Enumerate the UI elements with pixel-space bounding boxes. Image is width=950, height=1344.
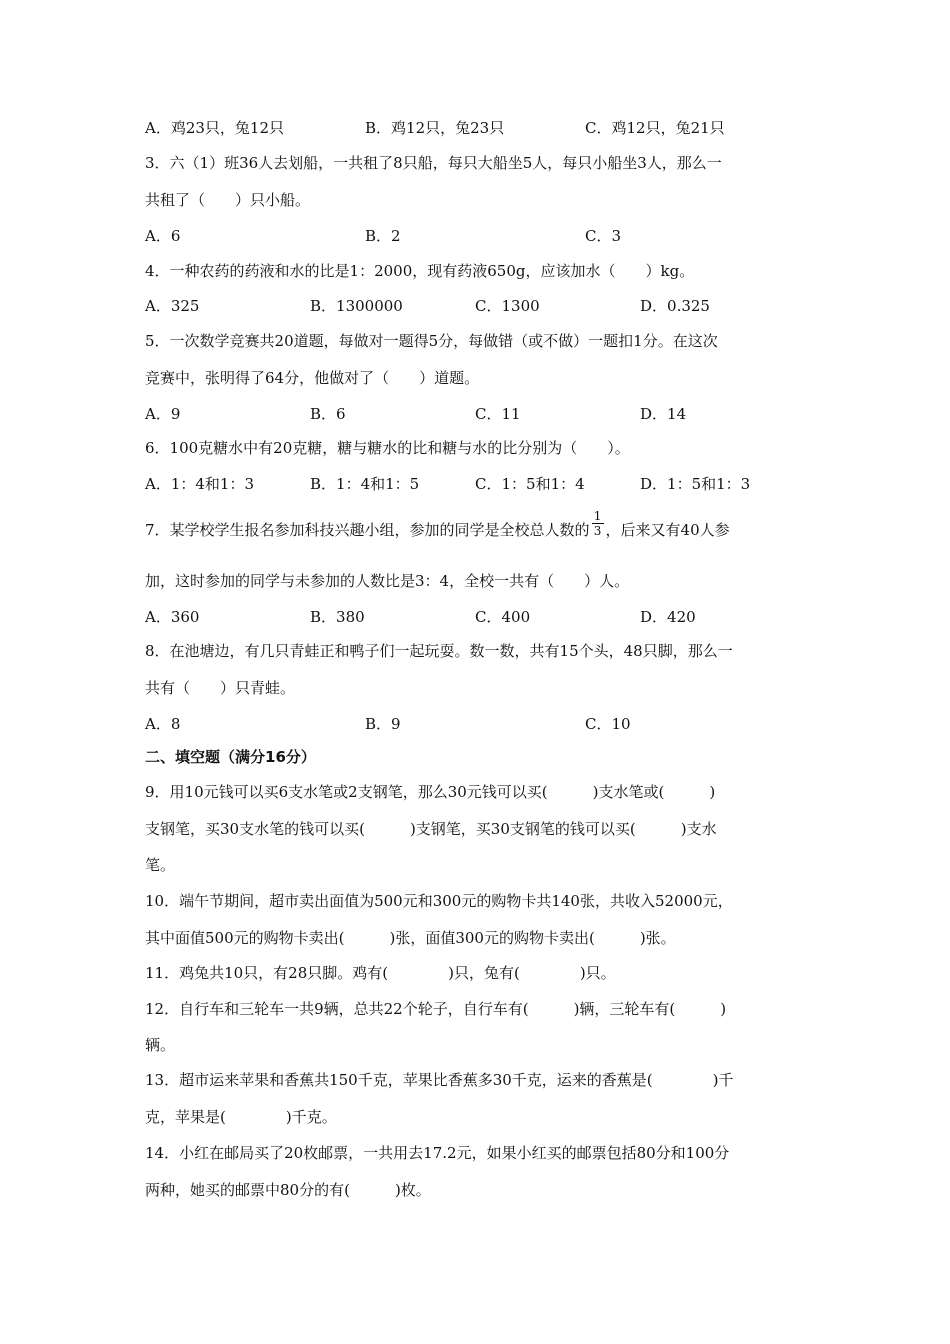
q9-text-line2: 支钢笔，买30支水笔的钱可以买( )支钢笔，买30支钢笔的钱可以买( )支水 <box>145 820 717 838</box>
q11-text-line1: 11．鸡兔共10只，有28只脚。鸡有( )只，兔有( )只。 <box>145 964 616 982</box>
q3-options <box>145 226 805 246</box>
q8-options <box>145 714 805 734</box>
q6-option-d: D．1：5和1：3 <box>640 475 751 493</box>
q7-fraction-denominator: 3 <box>593 524 602 538</box>
q3-option-b: B．2 <box>365 227 401 245</box>
q8-option-a: A．8 <box>145 715 181 733</box>
q7-options <box>145 607 805 627</box>
q6-text-line1: 6．100克糖水中有20克糖，糖与糖水的比和糖与水的比分别为（ ）。 <box>145 439 630 457</box>
q2-option-a: A．鸡23只，兔12只 <box>145 119 285 137</box>
q7-text-part-b: ，后来又有40人参 <box>605 521 730 539</box>
q9-text-line3: 笔。 <box>145 856 176 874</box>
q2-option-b: B．鸡12只，兔23只 <box>365 119 505 137</box>
q7-fraction <box>592 509 604 538</box>
section-heading: 二、填空题（满分16分） <box>145 748 316 766</box>
q7-text-line1 <box>145 509 730 540</box>
q7-fraction-numerator: 1 <box>592 509 604 524</box>
q7-fraction-slot <box>590 509 606 540</box>
q2-options <box>145 118 805 138</box>
q7-option-d: D．420 <box>640 608 696 626</box>
q6-option-c: C．1：5和1：4 <box>475 475 585 493</box>
q4-option-c: C．1300 <box>475 297 540 315</box>
q13-text-line2: 克，苹果是( )千克。 <box>145 1108 337 1126</box>
q7-text-part-a: 7．某学校学生报名参加科技兴趣小组，参加的同学是全校总人数的 <box>145 521 590 539</box>
q3-text-line1: 3．六（1）班36人去划船，一共租了8只船，每只大船坐5人，每只小船坐3人，那么一 <box>145 154 722 172</box>
q8-option-c: C．10 <box>585 715 631 733</box>
q5-option-d: D．14 <box>640 405 687 423</box>
q14-text-line2: 两种，她买的邮票中80分的有( )枚。 <box>145 1181 431 1199</box>
q2-option-c: C．鸡12只，兔21只 <box>585 119 725 137</box>
q3-option-c: C．3 <box>585 227 622 245</box>
q7-option-a: A．360 <box>145 608 200 626</box>
q10-text-line1: 10．端午节期间，超市卖出面值为500元和300元的购物卡共140张，共收入52000元， <box>145 892 733 910</box>
q8-option-b: B．9 <box>365 715 401 733</box>
q8-text-line2: 共有（ ）只青蛙。 <box>145 679 296 697</box>
q12-text-line2: 辆。 <box>145 1036 176 1054</box>
q14-text-line1: 14．小红在邮局买了20枚邮票，一共用去17.2元，如果小红买的邮票包括80分和100分 <box>145 1144 730 1162</box>
q7-option-c: C．400 <box>475 608 531 626</box>
q9-text-line1: 9．用10元钱可以买6支水笔或2支钢笔，那么30元钱可以买( )支水笔或( ) <box>145 783 716 801</box>
q4-text-line1: 4．一种农药的药液和水的比是1：2000，现有药液650g，应该加水（ ）kg。 <box>145 262 695 280</box>
q4-option-a: A．325 <box>145 297 200 315</box>
q8-text-line1: 8．在池塘边，有几只青蛙正和鸭子们一起玩耍。数一数，共有15个头，48只脚，那么一 <box>145 642 733 660</box>
q3-text-line2: 共租了（ ）只小船。 <box>145 191 311 209</box>
q4-option-d: D．0.325 <box>640 297 710 315</box>
q5-text-line2: 竞赛中，张明得了64分，他做对了（ ）道题。 <box>145 369 480 387</box>
q4-options <box>145 296 805 316</box>
q12-text-line1: 12．自行车和三轮车一共9辆，总共22个轮子，自行车有( )辆，三轮车有( ) <box>145 1000 727 1018</box>
q4-option-b: B．1300000 <box>310 297 403 315</box>
q13-text-line1: 13．超市运来苹果和香蕉共150千克，苹果比香蕉多30千克，运来的香蕉是( )千 <box>145 1071 734 1089</box>
q3-option-a: A．6 <box>145 227 181 245</box>
q7-option-b: B．380 <box>310 608 365 626</box>
q6-options <box>145 474 805 494</box>
q5-text-line1: 5．一次数学竞赛共20道题，每做对一题得5分，每做错（或不做）一题扣1分。在这次 <box>145 332 718 350</box>
q5-option-a: A．9 <box>145 405 181 423</box>
q5-options <box>145 404 805 424</box>
q6-option-a: A．1：4和1：3 <box>145 475 255 493</box>
q10-text-line2: 其中面值500元的购物卡卖出( )张，面值300元的购物卡卖出( )张。 <box>145 929 676 947</box>
q7-text-line2: 加，这时参加的同学与未参加的人数比是3：4，全校一共有（ ）人。 <box>145 572 630 590</box>
q6-option-b: B．1：4和1：5 <box>310 475 420 493</box>
q5-option-b: B．6 <box>310 405 346 423</box>
q5-option-c: C．11 <box>475 405 521 423</box>
